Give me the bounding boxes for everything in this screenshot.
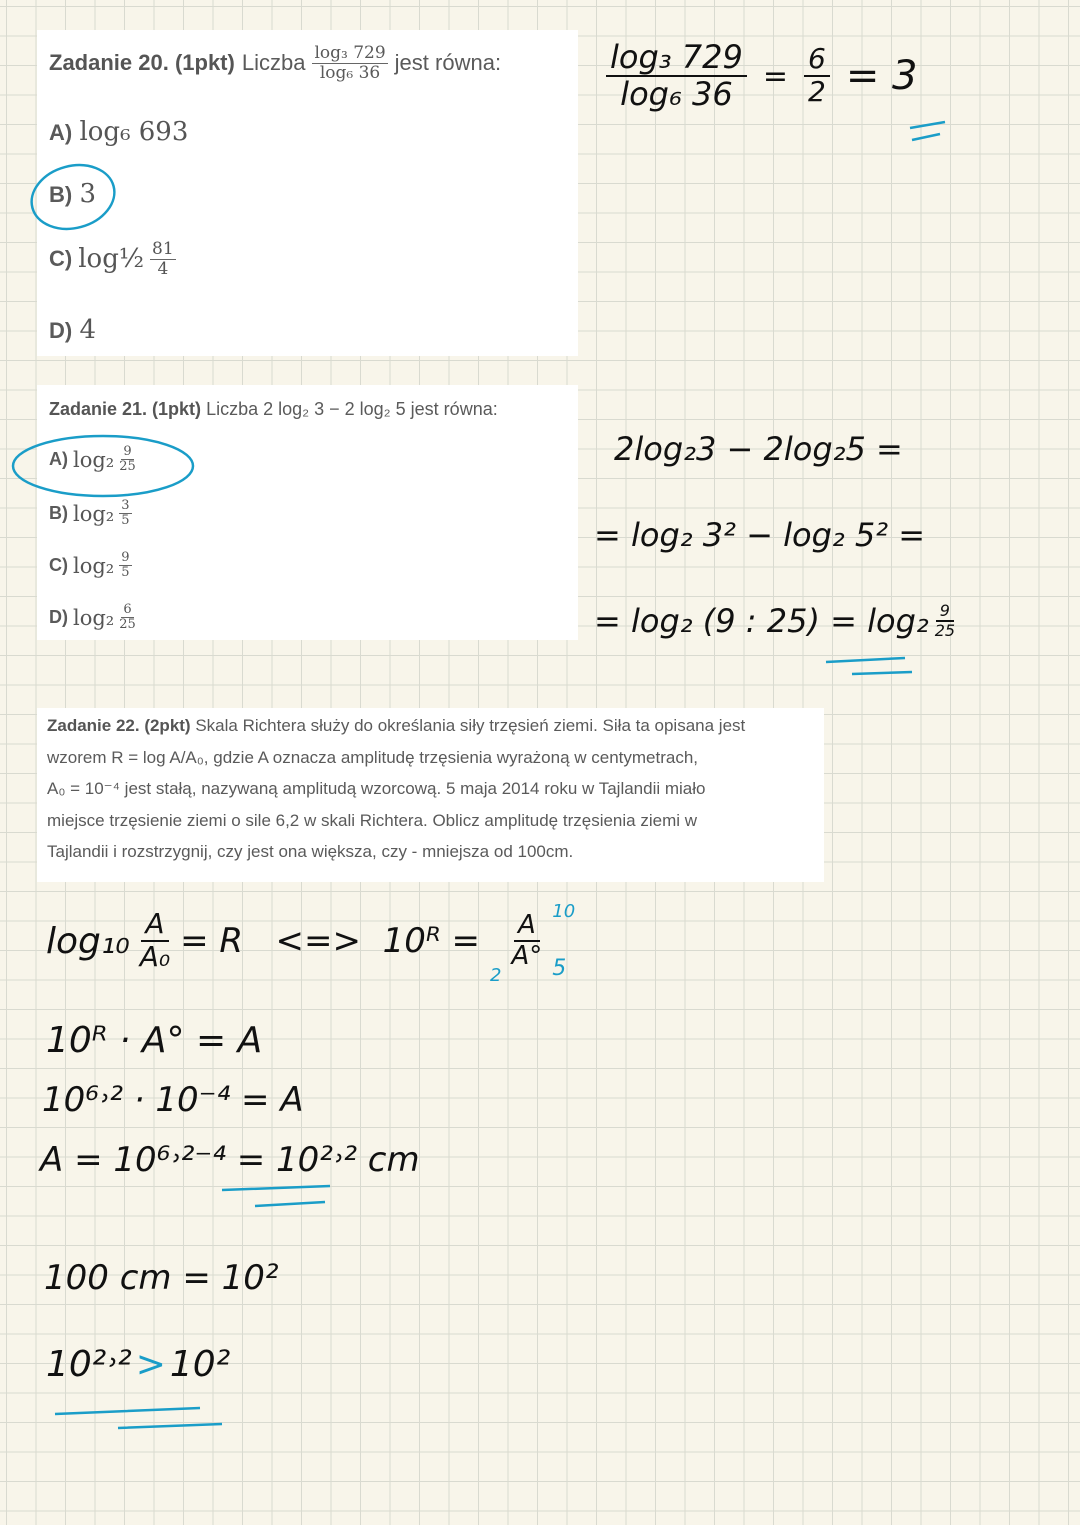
option-log: log₂ [73, 447, 115, 472]
option-label: C) [49, 246, 73, 272]
hw-numerator: log₃ 729 [606, 40, 747, 77]
hw-denominator: log₆ 36 [620, 75, 733, 114]
option-value: 4 [79, 315, 96, 345]
hw-equals: = [762, 58, 788, 94]
fraction-numerator: 9 [123, 444, 132, 459]
hw-text: 100 cm = 10² [44, 1258, 279, 1298]
task-22-line: A₀ = 10⁻⁴ jest stałą, nazywaną amplitudą wzorcową. 5 maja 2014 roku w Tajlandii miało [47, 779, 706, 798]
option-log: log₂ [73, 605, 115, 630]
fraction-numerator: 6 [123, 602, 132, 617]
answer-circle-task-20 [24, 156, 121, 238]
hw-numerator: A [141, 909, 168, 942]
task-21-title: Zadanie 21. (1pkt) [49, 399, 202, 419]
task-20-intro: Liczba [241, 50, 306, 76]
fraction-denominator: log₆ 36 [319, 62, 381, 83]
hw-denominator: 2 [808, 75, 826, 109]
hw-20-result: = 3 [845, 53, 918, 100]
option-log: log₂ [73, 501, 115, 526]
underline-20-result [910, 122, 945, 140]
fraction-numerator: 3 [121, 498, 130, 513]
hw-note-10: 10 [552, 901, 576, 922]
option-label: D) [49, 607, 68, 628]
fraction-numerator: 9 [121, 550, 130, 565]
hw-text: 10ᴿ · A° = A [46, 1020, 263, 1061]
hw-denominator: 25 [934, 621, 956, 640]
hw-value: 10² [169, 1344, 231, 1385]
hw-text: 10⁶˒² · 10⁻⁴ = A [42, 1080, 304, 1120]
fraction-denominator: 4 [157, 258, 169, 279]
task-22-title: Zadanie 22. (2pkt) [47, 716, 191, 735]
option-value: 3 [79, 179, 96, 209]
underline-22-conclusion [55, 1408, 222, 1428]
hw-text: = log₂ 3² − log₂ 5² = [594, 516, 926, 554]
option-value: log₆ 693 [79, 117, 189, 147]
hw-text: A = 10⁶˒²⁻⁴ = 10²˒² cm [40, 1140, 420, 1180]
hw-text: 2log₂3 − 2log₂5 = [614, 430, 903, 468]
answer-circle-task-21 [13, 436, 193, 496]
option-log: log₂ [73, 553, 115, 578]
task-22-line: Skala Richtera służy do określania siły trzęsień ziemi. Siła ta opisana jest [195, 716, 746, 735]
hw-numerator: A [514, 911, 540, 942]
hw-denominator: A₀ [139, 940, 171, 973]
hw-numerator: 6 [804, 44, 830, 77]
hw-greater-than: > [135, 1344, 166, 1385]
task-22-line: Tajlandii i rozstrzygnij, czy jest ona większa, czy - mniejsza od 100cm. [47, 842, 574, 861]
hw-value: 10²˒² [46, 1344, 132, 1385]
task-22-line: wzorem R = log A/A₀, gdzie A oznacza amplitudę trzęsienia wyrażoną w centymetrach, [47, 747, 699, 767]
fraction-denominator: 25 [119, 459, 136, 475]
hw-text: = R <=> 10ᴿ = [180, 921, 480, 961]
fraction-numerator: log₃ 729 [314, 43, 386, 63]
task-20-suffix: jest równa: [394, 50, 502, 76]
hw-numerator: 9 [936, 602, 954, 622]
option-label: C) [49, 555, 68, 576]
task-22-line: miejsce trzęsienie ziemi o sile 6,2 w skali Richtera. Oblicz amplitudę trzęsienia ziemi w [47, 810, 698, 830]
underline-21-result [826, 658, 912, 674]
task-21-text: Liczba 2 log₂ 3 − 2 log₂ 5 jest równa: [206, 399, 498, 419]
hw-denominator: A° [511, 941, 543, 971]
underline-22-amplitude [222, 1186, 330, 1206]
fraction-denominator: 5 [121, 565, 130, 581]
option-value: log½ [78, 244, 145, 275]
fraction-numerator: 81 [152, 239, 174, 259]
task-20-title: Zadanie 20. (1pkt) [49, 50, 235, 76]
hw-text: = log₂ (9 : 25) = log₂ [594, 602, 929, 640]
fraction-denominator: 25 [119, 617, 136, 633]
hw-note-2: 2 [490, 965, 502, 986]
option-label: B) [49, 182, 73, 207]
hw-note-5: 5 [552, 956, 567, 981]
option-label: D) [49, 318, 73, 343]
hw-22-log: log₁₀ [46, 920, 130, 962]
option-label: A) [49, 449, 68, 470]
fraction-denominator: 5 [121, 513, 130, 529]
option-label: A) [49, 120, 73, 145]
option-label: B) [49, 503, 68, 524]
